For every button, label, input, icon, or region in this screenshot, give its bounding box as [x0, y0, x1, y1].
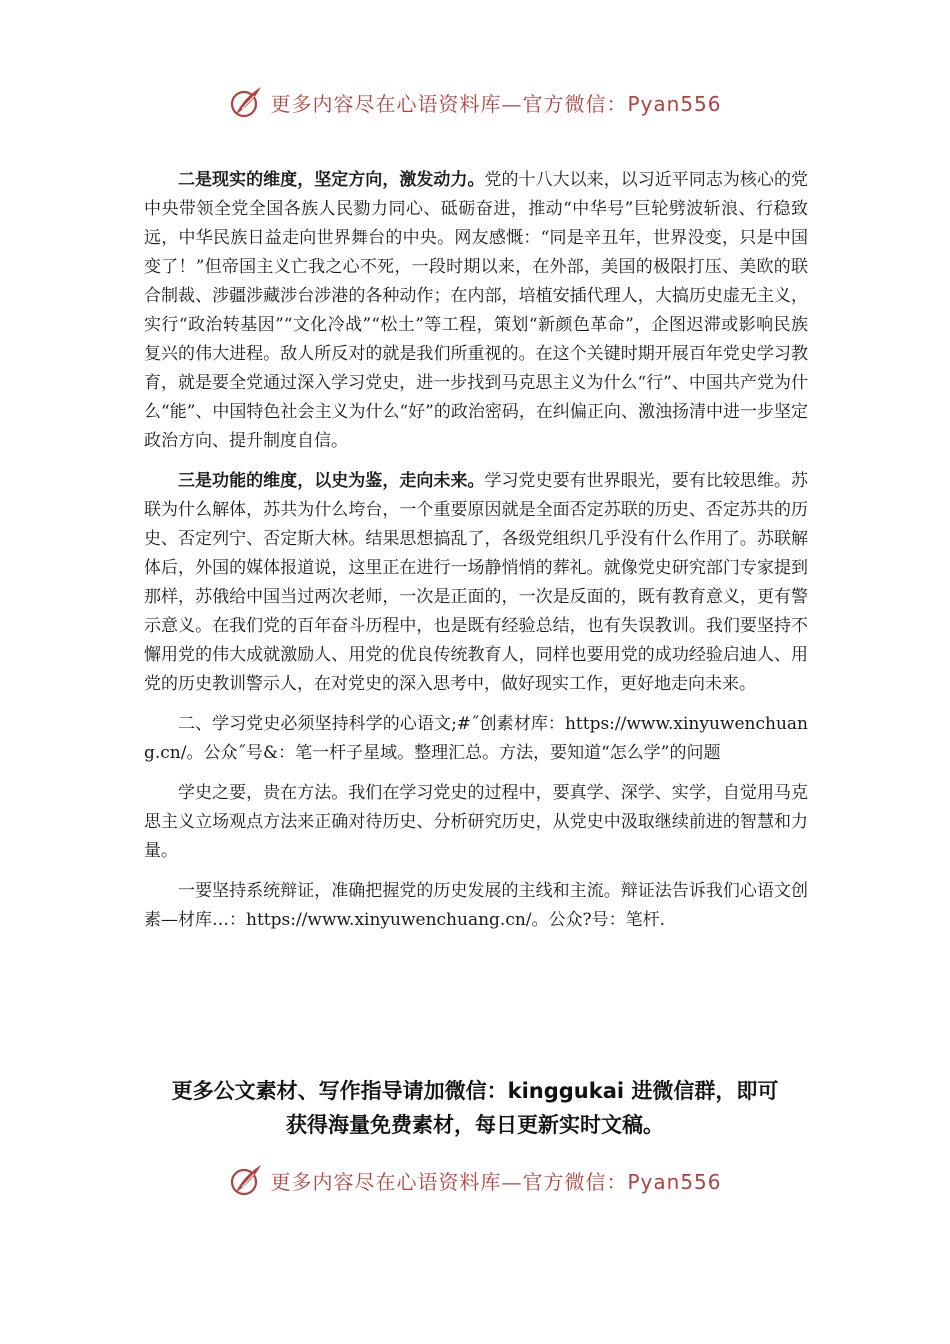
paragraph-text: 学习党史要有世界眼光，要有比较思维。苏联为什么解体，苏共为什么垮台，一个重要原因就是全面否定苏联的历史、否定苏共的历史、否定列宁、否定斯大林。结果思想搞乱了，各级党组织几乎没有什么作用了。苏联解体后，外国的媒体报道说，这里正在进行一场静悄悄的葬礼。就像党史研究部门专家提到那样，苏俄给中国当过两次老师，一次是正面的，一次是反面的，既有教育意义，更有警示意义。在我们党的百年奋斗历程中，也是既有经验总结，也有失误教训。我们要坚持不懈用党的伟大成就激励人、用党的优良传统教育人，同样也要用党的成功经验启迪人、用党的历史教训警示人，在对党史的深入思考中，做好现实工作，更好地走向未来。	[144, 471, 808, 694]
quill-logo-icon	[228, 1162, 264, 1198]
header-banner	[0, 82, 950, 122]
paragraph-text: 党的十八大以来，以习近平同志为核心的党中央带领全党全国各族人民勠力同心、砥砺奋进，推动“中华号”巨轮劈波斩浪、行稳致远，中华民族日益走向世界舞台的中央。网友感慨：“同是辛丑年，世界没变，只是中国变了！”但帝国主义亡我之心不死，一段时期以来，在外部，美国的极限打压、美欧的联合制裁、涉疆涉藏涉台涉港的各种动作；在内部，培植安插代理人，大搞历史虚无主义，实行“政治转基因”“文化冷战”“松土”等工程，策划“新颜色革命”，企图迟滞或影响民族复兴的伟大进程。敌人所反对的就是我们所重视的。在这个关键时期开展百年党史学习教育，就是要全党通过深入学习党史，进一步找到马克思主义为什么“行”、中国共产党为什么“能”、中国特色社会主义为什么“好”的政治密码，在纠偏正向、激浊扬清中进一步坚定政治方向、提升制度自信。	[144, 170, 808, 451]
footer-banner	[0, 1160, 950, 1200]
paragraph-section-two	[144, 710, 808, 768]
wechat-id: Pyan556	[627, 1169, 722, 1194]
banner-text: 更多内容尽在心语资料库—官方微信：Pyan556	[270, 91, 722, 116]
promo-notice	[90, 1074, 860, 1142]
paragraph-lead: 三是功能的维度，以史为鉴，走向未来。	[178, 471, 485, 491]
paragraph-lead: 二是现实的维度，坚定方向，激发动力。	[178, 170, 485, 190]
paragraph-text: 二、学习党史必须坚持科学的心语文;#˝创素材库：https://www.xinyuwenchuang.cn/。公众˝号&：笔一杆子星域。整理汇总。方法，要知道“怎么学”的问题	[144, 714, 808, 763]
article-body	[144, 166, 808, 946]
paragraph-method	[144, 779, 808, 866]
quill-logo-icon	[228, 84, 264, 120]
banner-text: 更多内容尽在心语资料库—官方微信：Pyan556	[270, 1169, 722, 1194]
paragraph-reality-dimension	[144, 166, 808, 456]
paragraph-text: 一要坚持系统辩证，准确把握党的历史发展的主线和主流。辩证法告诉我们心语文创素—材库…：https://www.xinyuwenchuang.cn/。公众?号：笔杆.	[144, 881, 808, 930]
wechat-id: Pyan556	[627, 91, 722, 116]
paragraph-dialectic	[144, 877, 808, 935]
promo-line-2: 获得海量免费素材，每日更新实时文稿。	[286, 1113, 664, 1137]
paragraph-function-dimension	[144, 467, 808, 699]
paragraph-text: 学史之要，贵在方法。我们在学习党史的过程中，要真学、深学、实学，自觉用马克思主义立场观点方法来正确对待历史、分析研究历史，从党史中汲取继续前进的智慧和力量。	[144, 783, 808, 861]
promo-line-1: 更多公文素材、写作指导请加微信：kinggukai 进微信群，即可	[171, 1079, 779, 1103]
